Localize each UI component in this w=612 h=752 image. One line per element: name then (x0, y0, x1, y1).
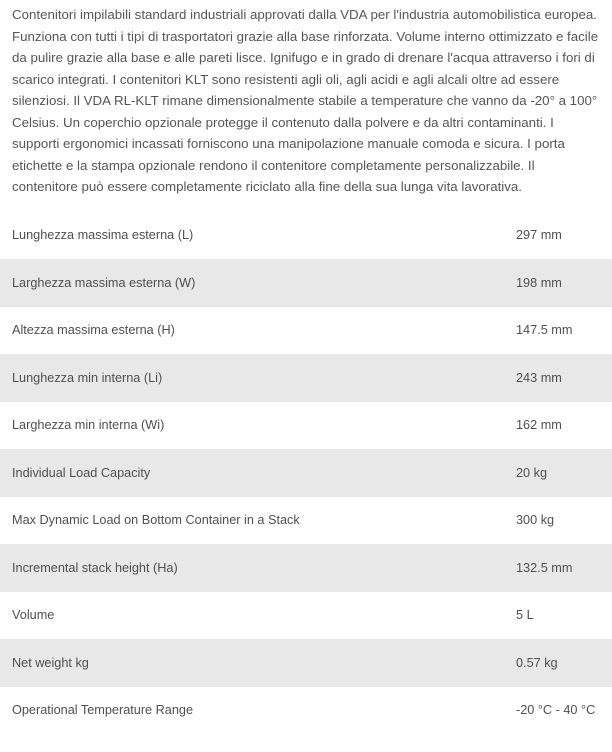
spec-label: Lunghezza massima esterna (L) (12, 228, 194, 243)
table-row (0, 402, 612, 450)
table-row (0, 544, 612, 592)
spec-value: 147.5 mm (516, 323, 573, 338)
spec-value: 297 mm (516, 228, 562, 243)
spec-label: Larghezza min interna (Wi) (12, 418, 165, 433)
spec-label: Volume (12, 608, 55, 623)
spec-label: Altezza massima esterna (H) (12, 323, 175, 338)
table-row (0, 639, 612, 687)
table-row (0, 354, 612, 402)
table-row (0, 687, 612, 735)
table-row (0, 592, 612, 640)
spec-label: Operational Temperature Range (12, 703, 194, 718)
spec-label: Incremental stack height (Ha) (12, 560, 178, 575)
spec-value: 5 L (516, 608, 534, 623)
spec-label: Max Dynamic Load on Bottom Container in a Stack (12, 513, 300, 528)
spec-value: 300 kg (516, 513, 555, 528)
spec-value: 243 mm (516, 370, 562, 385)
spec-label: Lunghezza min interna (Li) (12, 370, 163, 385)
spec-label: Individual Load Capacity (12, 465, 151, 480)
spec-label: Net weight kg (12, 655, 89, 670)
spec-value: 20 kg (516, 465, 548, 480)
spec-value: 0.57 kg (516, 655, 558, 670)
specifications-table-body (0, 212, 612, 735)
product-description: Contenitori impilabili standard industriali approvati dalla VDA per l'industria automobilistica europea. Funziona con tutti i tipi di trasportatori grazie alla base rinforzata. Volume interno ottimizzato e facile da pulire grazie alla base e alle pareti lisce. Ignifugo e in grado di drenare l'acqua attraverso i fori di scarico integrati. I contenitori KLT sono resistenti agli oli, agli acidi e agli alcali oltre ad essere silenziosi. Il VDA RL-KLT rimane dimensionalmente stabile a temperature che vanno da -20° a 100° Celsius. Un coperchio opzionale protegge il contenuto dalla polvere e da altri contaminanti. I supporti ergonomici incassati forniscono una manipolazione manuale comoda e sicura. I porta etichette e la stampa opzionale rendono il contenitore completamente personalizzabile. Il contenitore può essere completamente riciclato alla fine della sua lunga vita lavorativa. (12, 7, 599, 194)
table-row (0, 497, 612, 545)
table-row (0, 259, 612, 307)
spec-value: -20 °C - 40 °C (516, 703, 596, 718)
spec-label: Larghezza massima esterna (W) (12, 275, 196, 290)
spec-value: 132.5 mm (516, 560, 573, 575)
specifications-table (0, 212, 612, 735)
table-row (0, 449, 612, 497)
spec-value: 162 mm (516, 418, 562, 433)
spec-value: 198 mm (516, 275, 562, 290)
table-row (0, 307, 612, 355)
table-row (0, 212, 612, 260)
